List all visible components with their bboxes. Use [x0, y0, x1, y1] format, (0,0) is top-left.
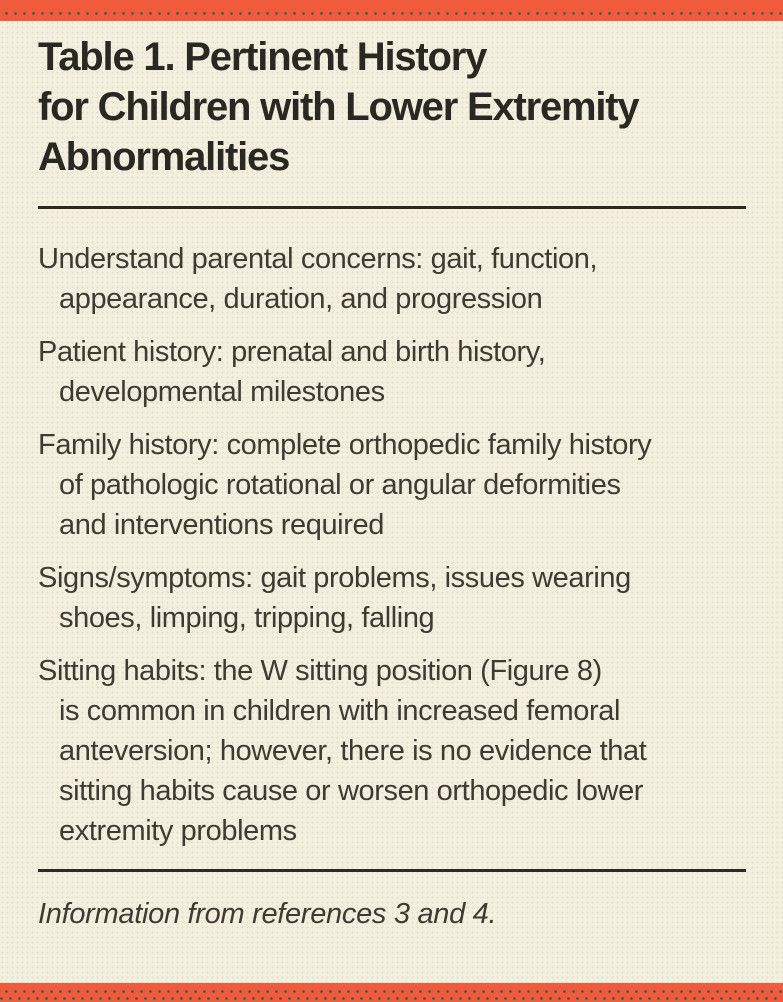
history-item-line: Family history: complete orthopedic family history	[38, 429, 652, 461]
table-content	[0, 32, 783, 934]
history-item	[38, 558, 745, 638]
table-title	[38, 32, 745, 182]
history-item-line: Sitting habits: the W sitting position (Figure 8)	[38, 655, 602, 687]
history-item	[38, 332, 745, 412]
history-item-line: Signs/symptoms: gait problems, issues wearing	[38, 562, 631, 594]
history-item	[38, 425, 745, 545]
history-item-line: and interventions required	[59, 509, 384, 541]
bottom-divider-rule	[38, 869, 746, 872]
history-item-line: of pathologic rotational or angular deformities	[59, 469, 621, 501]
table-title-line: for Children with Lower Extremity	[38, 85, 639, 129]
history-item-line: appearance, duration, and progression	[59, 283, 543, 315]
source-footnote: Information from references 3 and 4.	[38, 898, 497, 930]
table-title-line: Abnormalities	[38, 135, 290, 179]
history-item-line: anteversion; however, there is no evidence that	[59, 735, 647, 767]
table-title-line: Table 1. Pertinent History	[38, 35, 487, 79]
history-item-line: developmental milestones	[59, 376, 385, 408]
history-item	[38, 239, 745, 319]
bottom-accent-bar	[0, 983, 783, 1002]
history-item-line: Patient history: prenatal and birth history,	[38, 336, 546, 368]
top-accent-bar	[0, 0, 783, 21]
history-items	[38, 239, 745, 851]
history-item-line: is common in children with increased femoral	[59, 695, 621, 727]
history-item-line: Understand parental concerns: gait, function,	[38, 243, 598, 275]
history-item-line: shoes, limping, tripping, falling	[59, 602, 435, 634]
history-item-line: sitting habits cause or worsen orthopedic lower	[59, 775, 644, 807]
top-divider-rule	[38, 206, 746, 209]
history-item-line: extremity problems	[59, 815, 297, 847]
history-item	[38, 651, 745, 851]
